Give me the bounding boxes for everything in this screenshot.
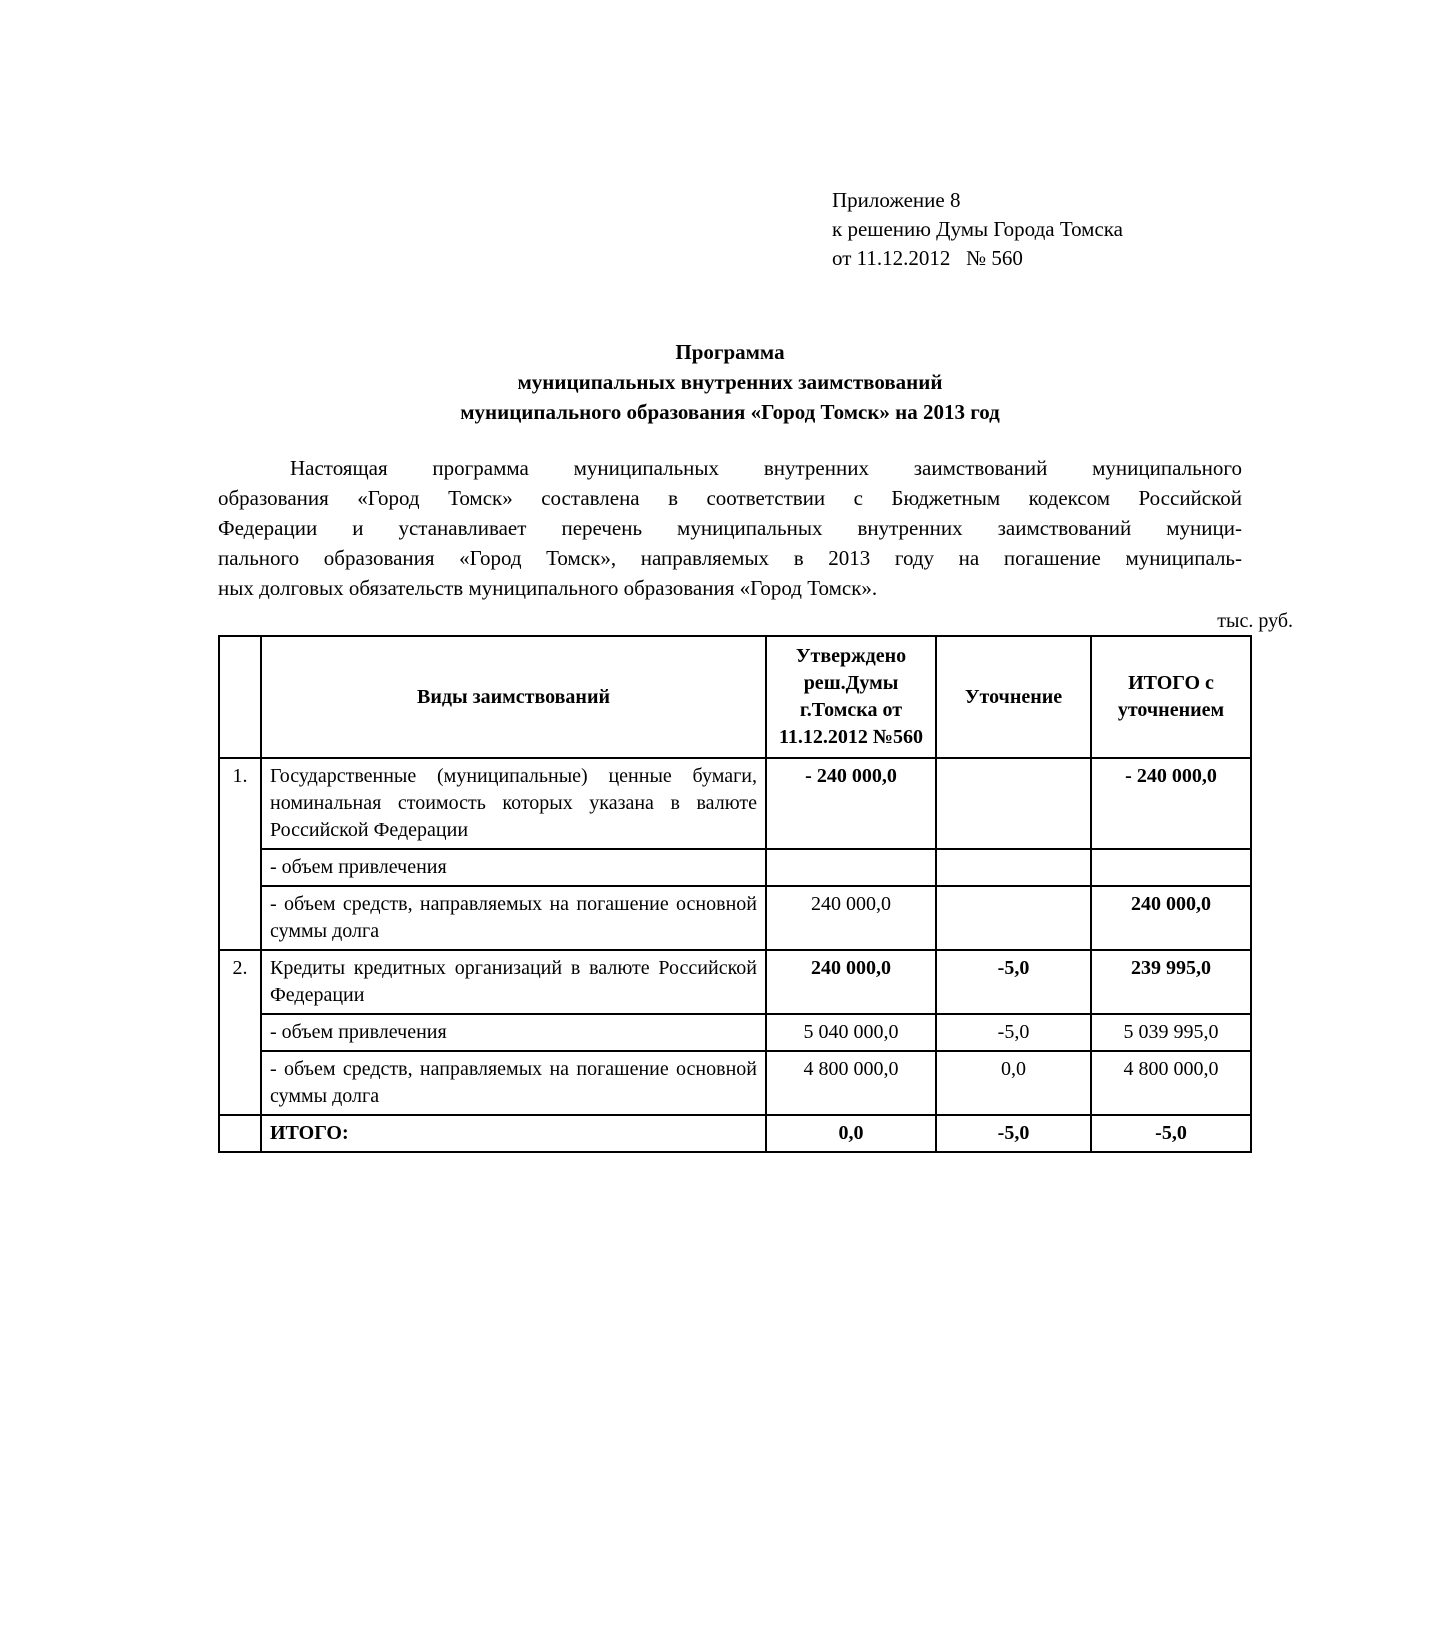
row-number-cell: 1. [219, 758, 261, 950]
paragraph-line: образования «Город Томск» составлена в соответствии с Бюджетным кодексом Российской [218, 486, 1242, 510]
approved-cell: 0,0 [766, 1115, 936, 1152]
paragraph-line: ных долговых обязательств муниципального образования «Город Томск». [218, 576, 878, 600]
kind-cell: Государственные (муниципальные) ценные бумаги, номинальная стоимость которых указана в валюте Российской Федерации [261, 758, 766, 849]
paragraph-line: пального образования «Город Томск», направляемых в 2013 году на погашение муниципаль- [218, 546, 1242, 570]
col-header-number [219, 636, 261, 758]
kind-cell: - объем привлечения [261, 1014, 766, 1051]
col-header-clarification: Уточнение [936, 636, 1091, 758]
clarification-cell [936, 758, 1091, 849]
kind-cell: - объем средств, направляемых на погашение основной суммы долга [261, 886, 766, 950]
approved-cell: 4 800 000,0 [766, 1051, 936, 1115]
reference-line-2: к решению Думы Города Томска [832, 217, 1123, 241]
reference-block [832, 186, 1440, 273]
title-line-2: муниципальных внутренних заимствований [517, 370, 943, 394]
units-note: тыс. руб. [1217, 610, 1293, 632]
paragraph-line: Настоящая программа муниципальных внутренних заимствований муниципального [290, 456, 1242, 480]
table-row [219, 849, 1251, 886]
col-header-total: ИТОГО с уточнением [1091, 636, 1251, 758]
clarification-cell: -5,0 [936, 950, 1091, 1014]
row-number-cell [219, 1115, 261, 1152]
table-row [219, 1051, 1251, 1115]
table-row [219, 886, 1251, 950]
total-cell: 4 800 000,0 [1091, 1051, 1251, 1115]
table-row [219, 950, 1251, 1014]
table-row-total [219, 1115, 1251, 1152]
document-title [218, 337, 1242, 427]
paragraph-line: Федерации и устанавливает перечень муниципальных внутренних заимствований муници- [218, 516, 1242, 540]
clarification-cell: -5,0 [936, 1115, 1091, 1152]
approved-cell: 240 000,0 [766, 950, 936, 1014]
approved-cell: - 240 000,0 [766, 758, 936, 849]
approved-cell: 240 000,0 [766, 886, 936, 950]
kind-cell: ИТОГО: [261, 1115, 766, 1152]
approved-cell [766, 849, 936, 886]
table-header-row [219, 636, 1251, 758]
borrowings-table [218, 635, 1252, 1153]
title-line-3: муниципального образования «Город Томск» на 2013 год [460, 400, 1000, 424]
table-row [219, 758, 1251, 849]
table-row [219, 1014, 1251, 1051]
total-cell [1091, 849, 1251, 886]
row-number-cell: 2. [219, 950, 261, 1115]
intro-paragraph [218, 453, 1242, 603]
clarification-cell [936, 886, 1091, 950]
clarification-cell: 0,0 [936, 1051, 1091, 1115]
col-header-approved: Утверждено реш.Думы г.Томска от 11.12.2012 №560 [766, 636, 936, 758]
title-line-1: Программа [675, 340, 785, 364]
total-cell: 239 995,0 [1091, 950, 1251, 1014]
clarification-cell [936, 849, 1091, 886]
total-cell: 5 039 995,0 [1091, 1014, 1251, 1051]
clarification-cell: -5,0 [936, 1014, 1091, 1051]
total-cell: 240 000,0 [1091, 886, 1251, 950]
col-header-kinds: Виды заимствований [261, 636, 766, 758]
total-cell: - 240 000,0 [1091, 758, 1251, 849]
reference-line-1: Приложение 8 [832, 188, 961, 212]
approved-cell: 5 040 000,0 [766, 1014, 936, 1051]
reference-line-3: от 11.12.2012 № 560 [832, 246, 1023, 270]
kind-cell: Кредиты кредитных организаций в валюте Российской Федерации [261, 950, 766, 1014]
kind-cell: - объем средств, направляемых на погашение основной суммы долга [261, 1051, 766, 1115]
total-cell: -5,0 [1091, 1115, 1251, 1152]
kind-cell: - объем привлечения [261, 849, 766, 886]
